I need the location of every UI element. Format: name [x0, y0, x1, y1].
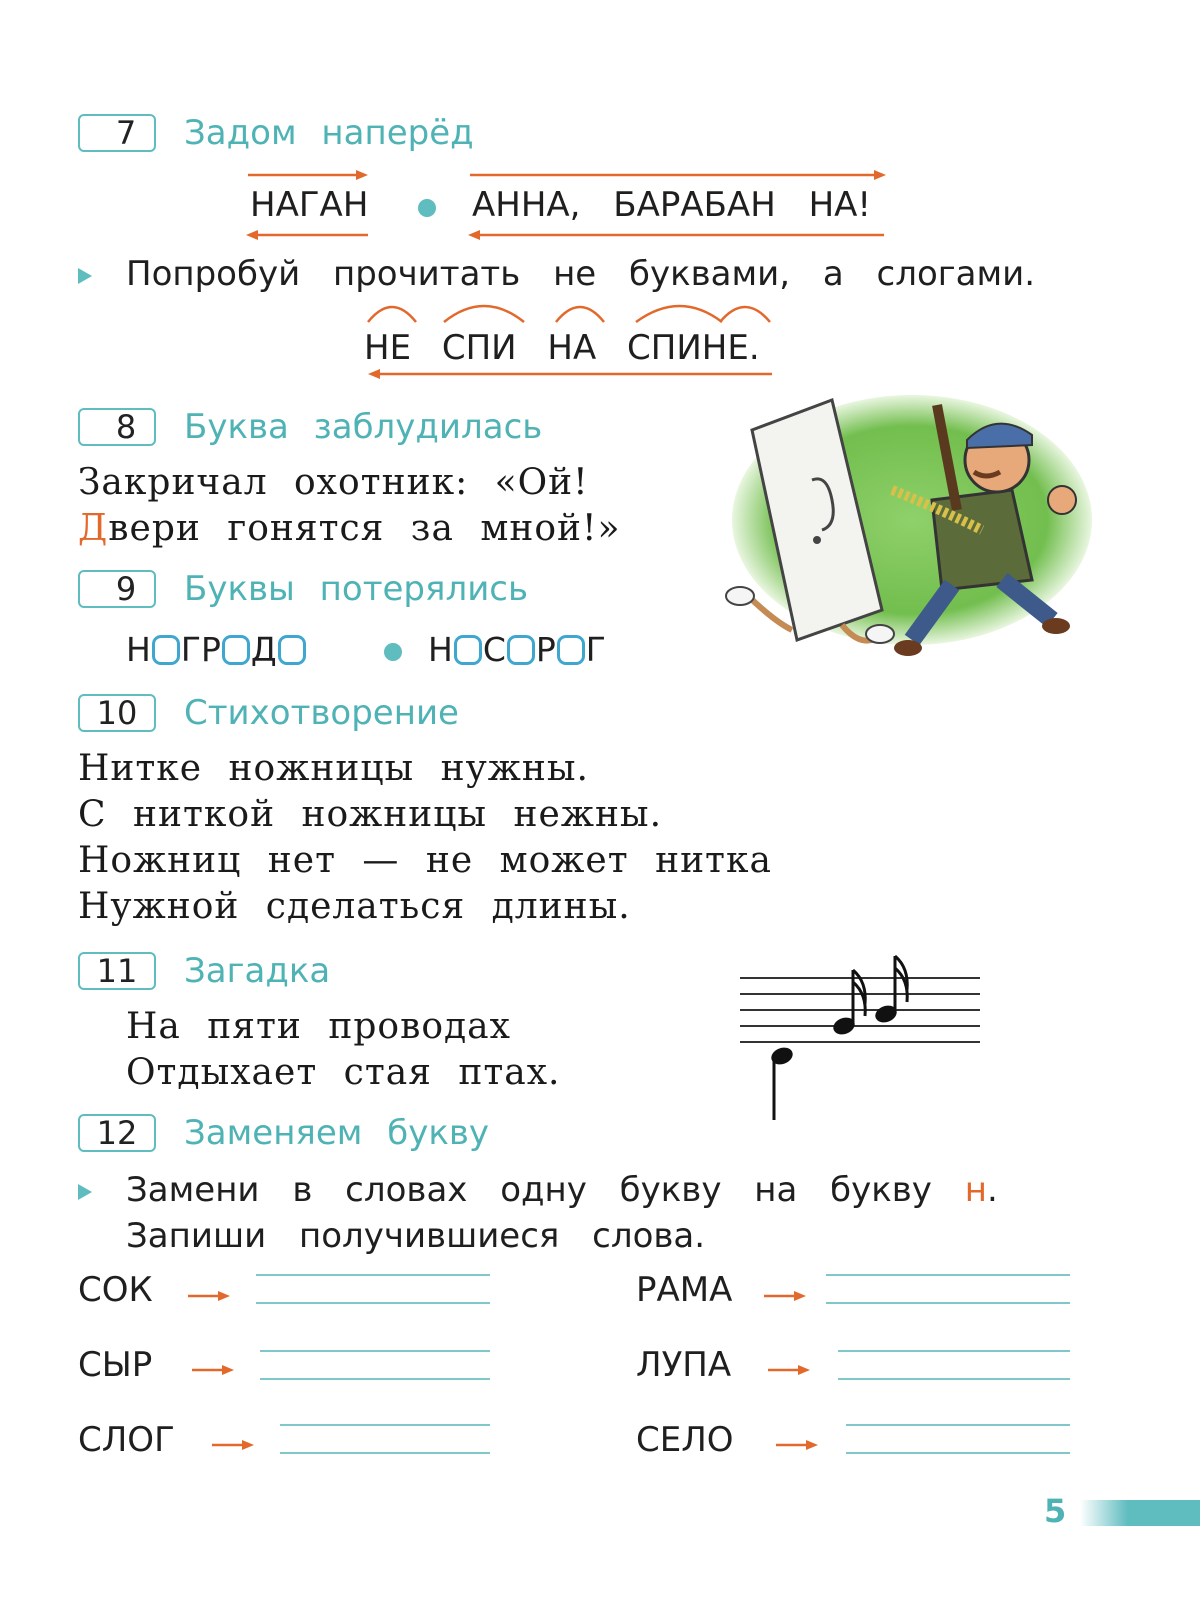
riddle-line-2: Отдыхает стая птах.	[126, 1052, 561, 1093]
answer-line-slog-top[interactable]	[280, 1424, 490, 1426]
poem-line-1: Нитке ножницы нужны.	[78, 748, 589, 789]
exercise-11-number: 11	[78, 952, 156, 990]
blank-box	[152, 635, 180, 665]
blank-box	[222, 635, 250, 665]
page-number-bar	[1080, 1500, 1200, 1526]
misplaced-letter: Д	[78, 508, 109, 549]
word-selo: СЕЛО	[636, 1420, 734, 1460]
word-sok: СОК	[78, 1270, 153, 1310]
missing-letters-word-2	[428, 630, 606, 669]
exercise-12-instruction-line-1	[126, 1170, 998, 1210]
word-2-part-4: Г	[585, 630, 606, 669]
answer-line-lupa-top[interactable]	[838, 1350, 1070, 1352]
instruction-period: .	[986, 1170, 998, 1210]
answer-line-selo-bottom[interactable]	[846, 1452, 1070, 1454]
exercise-8-title: Буква заблудилась	[184, 407, 543, 447]
syllable-phrase: НЕ СПИ НА СПИНЕ.	[364, 328, 760, 368]
answer-line-slog-bottom[interactable]	[280, 1452, 490, 1454]
answer-line-rama-bottom[interactable]	[826, 1302, 1070, 1304]
answer-line-sok-top[interactable]	[256, 1274, 490, 1276]
blank-box	[507, 635, 535, 665]
exercise-8-line-2-rest: вери гонятся за мной!»	[108, 508, 621, 549]
blank-box	[278, 635, 306, 665]
palindrome-word: НАГАН	[250, 185, 369, 225]
poem-line-4: Нужной сделаться длины.	[78, 886, 631, 927]
bullet-triangle	[78, 1184, 92, 1200]
answer-line-rama-top[interactable]	[826, 1274, 1070, 1276]
palindrome-phrase: АННА, БАРАБАН НА!	[472, 185, 872, 225]
separator-dot	[418, 199, 436, 217]
exercise-10-title: Стихотворение	[184, 693, 459, 733]
riddle-line-1: На пяти проводах	[126, 1006, 511, 1047]
exercise-7-instruction: Попробуй прочитать не буквами, а слогами.	[126, 254, 1035, 294]
exercise-9-number: 9	[78, 570, 156, 608]
page-number: 5	[1044, 1492, 1067, 1530]
word-2-part-2: С	[482, 630, 506, 669]
word-syr: СЫР	[78, 1345, 153, 1385]
exercise-7-title: Задом наперёд	[184, 113, 474, 153]
music-staff-illustration	[736, 952, 986, 1122]
word-2-part-3: Р	[535, 630, 556, 669]
poem-line-3: Ножниц нет — не может нитка	[78, 840, 772, 881]
exercise-10-number: 10	[78, 694, 156, 732]
answer-line-selo-top[interactable]	[846, 1424, 1070, 1426]
answer-line-lupa-bottom[interactable]	[838, 1378, 1070, 1380]
word-1-part-1: Н	[126, 630, 151, 669]
exercise-9-title: Буквы потерялись	[184, 569, 529, 609]
exercise-11-title: Загадка	[184, 951, 331, 991]
word-rama: РАМА	[636, 1270, 733, 1310]
exercise-8-number: 8	[78, 408, 156, 446]
separator-dot	[384, 643, 402, 661]
answer-line-sok-bottom[interactable]	[256, 1302, 490, 1304]
poem-line-2: С ниткой ножницы нежны.	[78, 794, 663, 835]
exercise-12-title: Заменяем букву	[184, 1113, 490, 1153]
blank-box	[557, 635, 585, 665]
target-letter: н	[964, 1170, 987, 1210]
answer-line-syr-top[interactable]	[260, 1350, 490, 1352]
word-2-part-1: Н	[428, 630, 453, 669]
hunter-door-illustration	[712, 390, 1112, 680]
bullet-triangle	[78, 268, 92, 284]
exercise-12-number: 12	[78, 1114, 156, 1152]
exercise-8-line-1: Закричал охотник: «Ой!	[78, 462, 589, 503]
missing-letters-word-1	[126, 630, 307, 669]
blank-box	[454, 635, 482, 665]
word-1-part-3: Д	[250, 630, 277, 669]
exercise-7-number: 7	[78, 114, 156, 152]
exercise-12-instruction-line-2: Запиши получившиеся слова.	[126, 1216, 706, 1256]
answer-line-syr-bottom[interactable]	[260, 1378, 490, 1380]
exercise-8-line-2	[78, 506, 621, 552]
word-lupa: ЛУПА	[636, 1345, 732, 1385]
word-slog: СЛОГ	[78, 1420, 175, 1460]
word-1-part-2: ГР	[180, 630, 221, 669]
instruction-text: Замени в словах одну букву на букву	[126, 1170, 932, 1210]
